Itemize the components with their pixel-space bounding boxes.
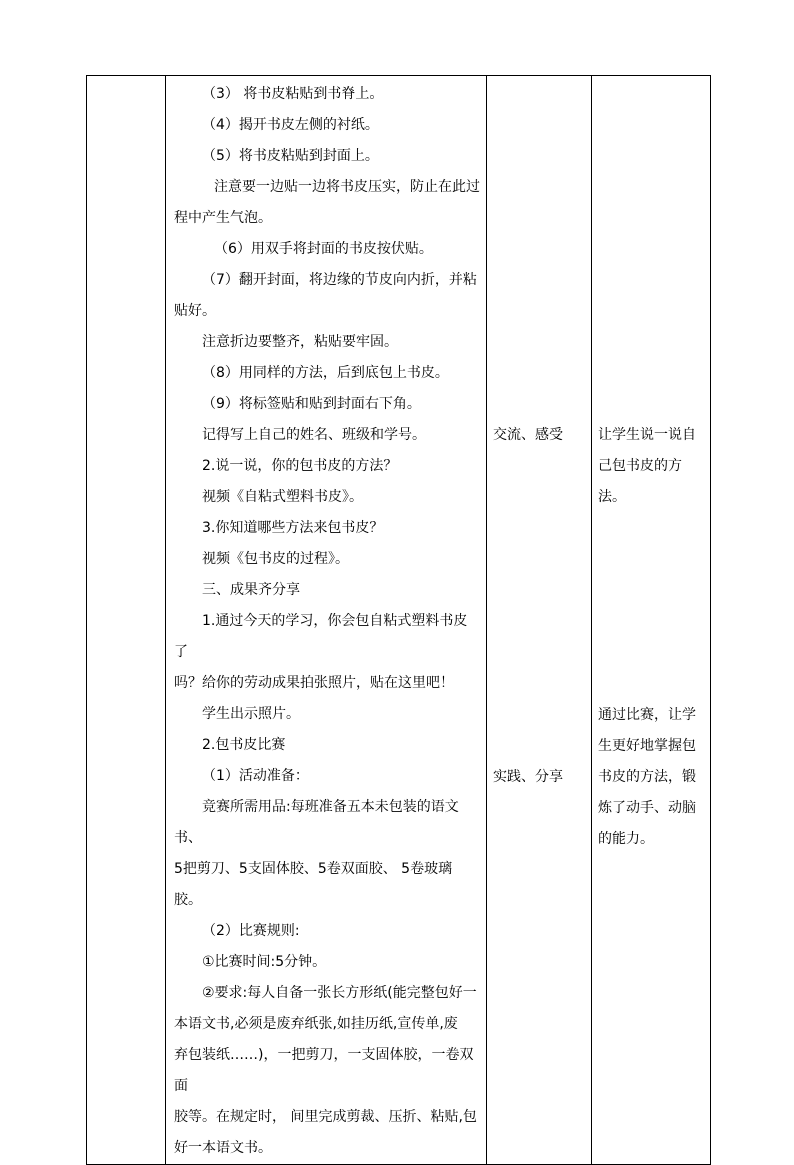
content-paragraph: 弃包装纸……)，一把剪刀，一支固体胶，一卷双面 [174, 1047, 474, 1094]
design-intent-text [592, 420, 710, 513]
content-paragraph: 2.说一说，你的包书皮的方法？ [202, 458, 398, 474]
content-paragraph: 注意要一边贴一边将书皮压实，防止在此过 [214, 179, 480, 195]
design-intent-line: 己包书皮的方法。 [598, 458, 682, 505]
content-paragraph: （6）用双手将封面的书皮按伏贴。 [214, 241, 433, 257]
content-paragraph: 胶等。在规定时， 间里完成剪裁、压折、粘贴,包 [174, 1109, 477, 1125]
design-intent-line: 生更好地掌握包 [598, 738, 696, 754]
content-paragraph: 程中产生气泡。 [174, 210, 272, 226]
content-paragraph: （4）揭开书皮左侧的衬纸。 [202, 117, 379, 133]
content-paragraph: （1）活动准备： [202, 768, 309, 784]
content-paragraph: 2.包书皮比赛 [202, 737, 286, 753]
content-paragraph: （2）比赛规则: [202, 923, 300, 939]
content-paragraph: 视频《包书皮的过程》。 [202, 551, 349, 567]
design-intent-line: 的能力。 [598, 831, 654, 847]
content-paragraph: 3.你知道哪些方法来包书皮？ [202, 520, 384, 536]
teaching-content-cell [166, 76, 487, 1165]
content-paragraph: 5把剪刀、5支固体胶、5卷双面胶、 5卷玻璃胶。 [174, 861, 453, 908]
content-paragraph: 吗？给你的劳动成果拍张照片，贴在这里吧！ [174, 675, 454, 691]
content-paragraph: 1.通过今天的学习，你会包自粘式塑料书皮了 [174, 613, 468, 660]
section-column-cell [87, 76, 166, 1165]
content-paragraph: 本语文书,必须是废弃纸张,如挂历纸,宣传单,废 [174, 1016, 458, 1032]
content-paragraph: 竞赛所需用品:每班准备五本未包装的语文书、 [174, 799, 459, 846]
content-paragraph: 视频《自粘式塑料书皮》。 [202, 489, 363, 505]
content-paragraph: （7）翻开封面，将边缘的节皮向内折，并粘 [202, 272, 477, 288]
design-intent-line: 炼了动手、动脑 [598, 800, 696, 816]
section-heading: 三、成果齐分享 [202, 582, 300, 598]
content-paragraph: （9）将标签贴和贴到封面右下角。 [202, 396, 421, 412]
content-paragraph: 好一本语文书。 [174, 1140, 272, 1156]
content-paragraph: 贴好。 [174, 303, 216, 319]
lesson-plan-table [86, 75, 711, 1165]
content-paragraph: 记得写上自己的姓名、班级和学号。 [202, 427, 426, 443]
content-paragraph: （8）用同样的方法，后到底包上书皮。 [202, 365, 449, 381]
content-paragraph: ②要求:每人自备一张长方形纸(能完整包好一 [202, 985, 477, 1001]
design-intent-text [592, 700, 710, 855]
table-row [87, 76, 711, 1165]
content-paragraph: （5）将书皮粘贴到封面上。 [202, 148, 379, 164]
student-activity-cell [487, 76, 592, 1165]
content-paragraph: ①比赛时间:5分钟。 [202, 954, 327, 970]
content-paragraph: （3） 将书皮粘贴到书脊上。 [202, 86, 384, 102]
design-intent-line: 让学生说一说自 [598, 427, 696, 443]
design-intent-line: 通过比赛，让学 [598, 707, 696, 723]
design-intent-line: 书皮的方法，锻 [598, 769, 696, 785]
student-activity-text: 实践、分享 [493, 769, 563, 785]
content-paragraph: 学生出示照片。 [202, 706, 300, 722]
student-activity-text: 交流、感受 [493, 427, 563, 443]
design-intent-cell [592, 76, 711, 1165]
content-paragraph: 注意折边要整齐，粘贴要牢固。 [202, 334, 398, 350]
